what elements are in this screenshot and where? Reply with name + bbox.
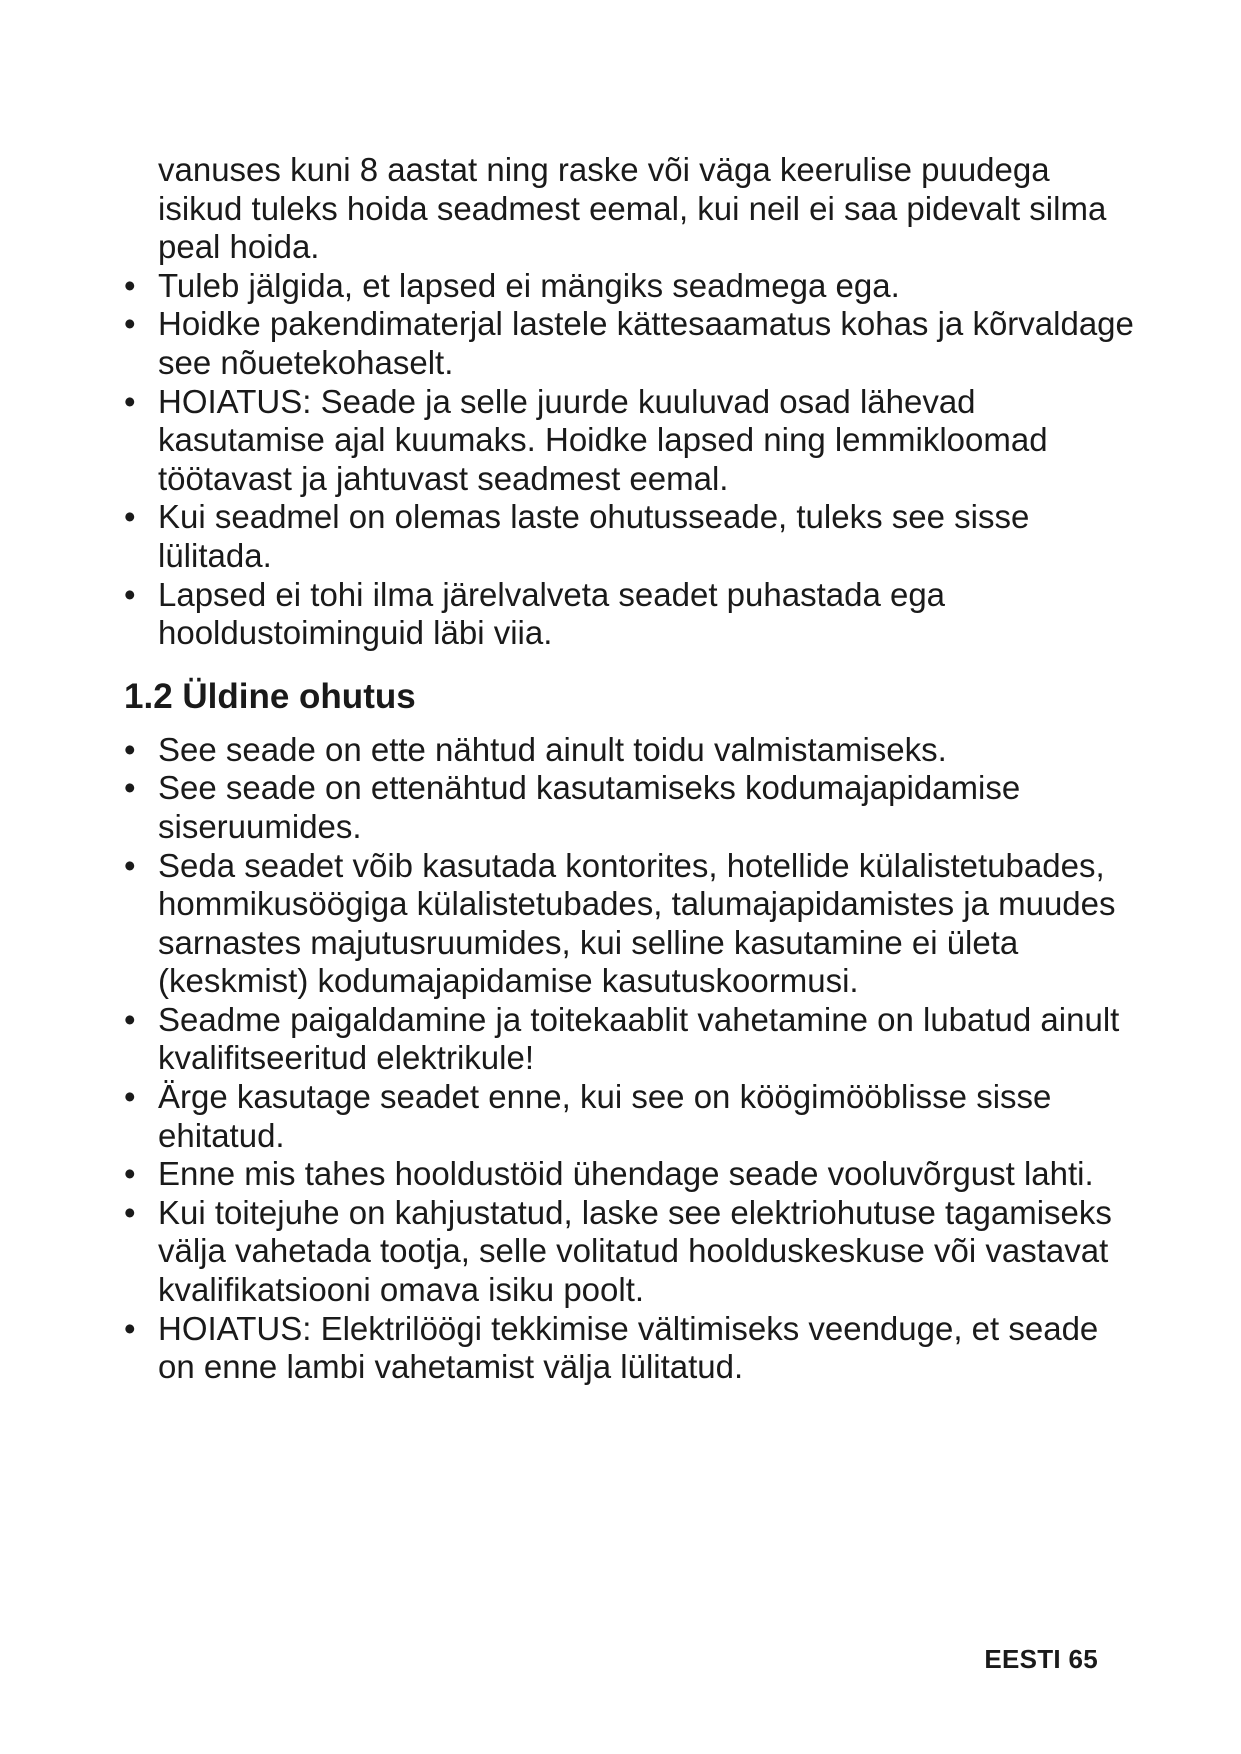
- bullet-glyph: •: [124, 769, 136, 807]
- list-item: [124, 769, 1134, 846]
- bullet-glyph: •: [124, 575, 136, 613]
- list-item-text: HOIATUS: Elektrilöögi tekkimise vältimiseks veenduge, et seade on enne lambi vahetamist välja lülitatud.: [158, 1309, 1099, 1386]
- list-item: [124, 847, 1134, 1001]
- bullet-glyph: •: [124, 730, 136, 768]
- list-item: [124, 731, 1134, 770]
- bullet-glyph: •: [124, 305, 136, 343]
- list-item-text: HOIATUS: Seade ja selle juurde kuuluvad osad lähevad kasutamise ajal kuumaks. Hoidke lapsed ning lemmikloomad töötavast ja jahtuvast seadmest eemal.: [158, 382, 1048, 497]
- list-item-text: Tuleb jälgida, et lapsed ei mängiks seadmega ega.: [158, 266, 900, 304]
- child-safety-list: [124, 267, 1134, 653]
- list-item: [124, 383, 1134, 499]
- bullet-glyph: •: [124, 498, 136, 536]
- page-content: [124, 151, 1134, 1387]
- bullet-glyph: •: [124, 382, 136, 420]
- list-item-text: Kui seadmel on olemas laste ohutusseade, tuleks see sisse lülitada.: [158, 498, 1030, 574]
- list-item: [124, 498, 1134, 575]
- bullet-glyph: •: [124, 1078, 136, 1116]
- list-item: [124, 267, 1134, 306]
- list-item: [124, 1001, 1134, 1078]
- section-heading: 1.2 Üldine ohutus: [124, 676, 416, 716]
- general-safety-list: [124, 731, 1134, 1387]
- bullet-glyph: •: [124, 846, 136, 884]
- bullet-glyph: •: [124, 1155, 136, 1193]
- list-item: [124, 305, 1134, 382]
- bullet-glyph: •: [124, 1193, 136, 1231]
- list-item: [124, 1078, 1134, 1155]
- list-item: [124, 576, 1134, 653]
- continuation-paragraph: vanuses kuni 8 aastat ning raske või väga keerulise puudega isikud tuleks hoida seadmest eemal, kui neil ei saa pidevalt silma peal hoida.: [158, 151, 1107, 266]
- list-item-text: Kui toitejuhe on kahjustatud, laske see elektriohutuse tagamiseks välja vahetada tootja, selle volitatud hoolduskeskuse või vastavat kvalifikatsiooni omava isiku poolt.: [158, 1193, 1112, 1309]
- list-item-text: Enne mis tahes hooldustöid ühendage seade vooluvõrgust lahti.: [158, 1155, 1094, 1193]
- list-item-text: See seade on ettenähtud kasutamiseks kodumajapidamise siseruumides.: [158, 769, 1021, 845]
- bullet-glyph: •: [124, 1000, 136, 1038]
- bullet-glyph: •: [124, 266, 136, 304]
- list-item: [124, 1155, 1134, 1194]
- list-item-text: See seade on ette nähtud ainult toidu valmistamiseks.: [158, 730, 947, 768]
- list-item: [124, 1194, 1134, 1310]
- list-item-text: Seadme paigaldamine ja toitekaablit vahetamine on lubatud ainult kvalifitseeritud elektrikule!: [158, 1000, 1120, 1077]
- page-footer-label: EESTI 65: [984, 1644, 1098, 1674]
- list-item-text: Seda seadet võib kasutada kontorites, hotellide külalistetubades, hommikusöögiga külalistetubades, talumajapidamistes ja muudes sarnastes majutusruumides, kui selline kasutamine ei ületa (keskmist) kodumajapidamise kasutuskoormusi.: [158, 846, 1116, 1000]
- list-item: [124, 1310, 1134, 1387]
- list-item-text: Ärge kasutage seadet enne, kui see on köögimööblisse sisse ehitatud.: [158, 1078, 1052, 1154]
- list-item-text: Lapsed ei tohi ilma järelvalveta seadet puhastada ega hooldustoiminguid läbi viia.: [158, 575, 946, 652]
- bullet-glyph: •: [124, 1309, 136, 1347]
- list-item-text: Hoidke pakendimaterjal lastele kättesaamatus kohas ja kõrvaldage see nõuetekohaselt.: [158, 305, 1134, 381]
